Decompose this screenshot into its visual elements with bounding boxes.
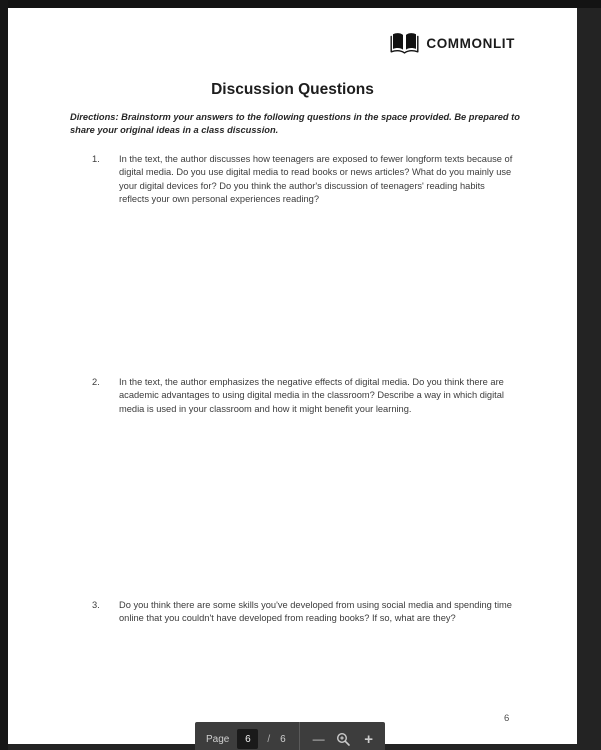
zoom-out-button[interactable]: — [312, 732, 325, 746]
question-item-1 [92, 153, 517, 207]
page-number-input[interactable] [237, 729, 258, 749]
question-text: In the text, the author discusses how teenagers are exposed to fewer longform texts because of digital media. Do you use digital media to read books or news articles? What do you mainly use your digital devices for? Do you think the author's discussion of teenagers' reading habits reflects your own personal experiences reading? [119, 154, 513, 205]
toolbar-divider [299, 722, 300, 750]
question-text: Do you think there are some skills you've developed from using social media and spending time online that you couldn't have developed from reading books? If so, what are they? [119, 600, 512, 624]
page-label: Page [206, 733, 230, 745]
viewer-top-strip [0, 0, 601, 8]
page-separator: / [267, 733, 271, 745]
question-text: In the text, the author emphasizes the negative effects of digital media. Do you think there are academic advantages to using digital media in the classroom? Describe a way in which digital media is used in your classroom and how it might benefit your learning. [119, 377, 504, 414]
page-number: 6 [504, 713, 510, 724]
magnifier-icon [336, 732, 351, 747]
commonlit-logo [390, 31, 515, 55]
zoom-in-button[interactable]: + [360, 731, 377, 748]
question-number: 3. [92, 600, 100, 610]
question-number: 2. [92, 377, 100, 387]
open-book-icon [390, 31, 419, 55]
question-item-2 [92, 376, 517, 416]
pdf-toolbar [195, 722, 385, 750]
viewer-left-strip [0, 0, 8, 750]
page-title: Discussion Questions [211, 81, 374, 98]
zoom-button[interactable] [335, 731, 352, 748]
directions-text: Directions: Brainstorm your answers to the following questions in the space provided. Be prepared to share your original ideas in a class discussion. [70, 112, 520, 135]
document-page [8, 8, 577, 744]
logo-text: COMMONLIT [426, 35, 515, 51]
page-total: 6 [280, 733, 286, 745]
question-number: 1. [92, 154, 100, 164]
question-item-3 [92, 599, 517, 626]
